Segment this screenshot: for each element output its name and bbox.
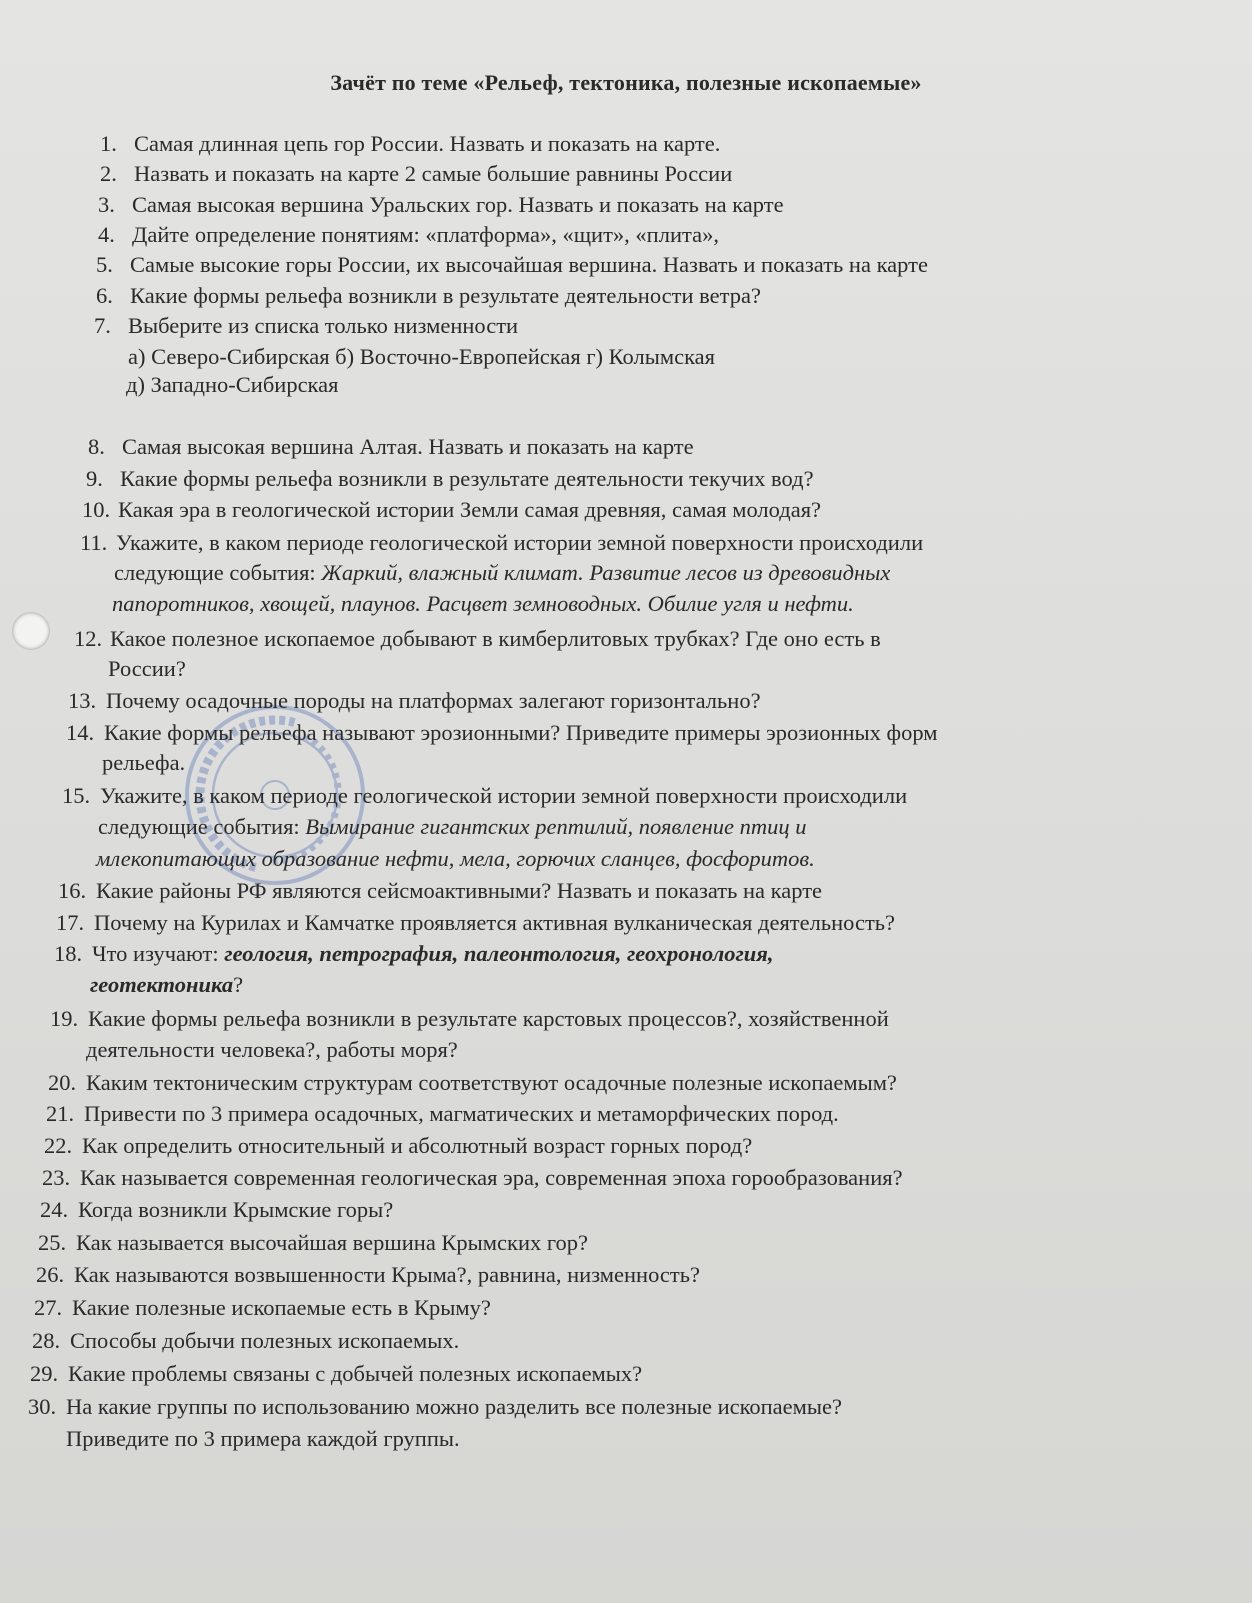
list-item: 27. Какие полезные ископаемые есть в Крыму? xyxy=(34,1295,491,1320)
list-item: 23. Как называется современная геологическая эра, современная эпоха горообразования? xyxy=(42,1165,903,1190)
list-item-continued: папоротников, хвощей, плаунов. Расцвет земноводных. Обилие угля и нефти. xyxy=(112,591,854,616)
list-item: 1. Самая длинная цепь гор России. Назвать и показать на карте. xyxy=(100,131,721,156)
list-item: 22. Как определить относительный и абсолютный возраст горных пород? xyxy=(44,1133,753,1158)
list-item: 26. Как называются возвышенности Крыма?, равнина, низменность? xyxy=(36,1262,700,1287)
list-item: 16. Какие районы РФ являются сейсмоактивными? Назвать и показать на карте xyxy=(58,878,823,903)
list-item-continued: следующие события: Вымирание гигантских рептилий, появление птиц и xyxy=(98,814,807,839)
list-item-continued: рельефа. xyxy=(102,750,186,775)
list-item-continued: геотектоника? xyxy=(90,972,244,997)
list-item: 10. Какая эра в геологической истории Земли самая древняя, самая молодая? xyxy=(82,497,822,522)
list-item: 7. Выберите из списка только низменности xyxy=(94,313,519,338)
list-item: 15. Укажите, в каком периоде геологической истории земной поверхности происходили xyxy=(62,783,908,808)
list-item-continued: России? xyxy=(108,656,186,681)
list-item: 30. На какие группы по использованию можно разделить все полезные ископаемые? xyxy=(28,1394,842,1419)
list-item: 5. Самые высокие горы России, их высочайшая вершина. Назвать и показать на карте xyxy=(96,252,928,277)
list-item: 25. Как называется высочайшая вершина Крымских гор? xyxy=(38,1230,589,1255)
list-item-continued: млекопитающих образование нефти, мела, горючих сланцев, фосфоритов. xyxy=(96,846,815,871)
list-item: 3. Самая высокая вершина Уральских гор. Назвать и показать на карте xyxy=(98,192,784,217)
list-item: 12. Какое полезное ископаемое добывают в кимберлитовых трубках? Где оно есть в xyxy=(74,626,881,651)
list-item-options: д) Западно-Сибирская xyxy=(126,372,339,397)
list-item: 18. Что изучают: геология, петрография, палеонтология, геохронология, xyxy=(54,941,774,966)
list-item: 17. Почему на Курилах и Камчатке проявляется активная вулканическая деятельность? xyxy=(56,910,896,935)
list-item-options: а) Северо-Сибирская б) Восточно-Европейская г) Колымская xyxy=(128,344,715,369)
list-item: 28. Способы добычи полезных ископаемых. xyxy=(32,1328,460,1353)
list-item: 6. Какие формы рельефа возникли в результате деятельности ветра? xyxy=(96,283,761,308)
list-item-continued: Приведите по 3 примера каждой группы. xyxy=(66,1426,460,1451)
list-item: 21. Привести по 3 примера осадочных, магматических и метаморфических пород. xyxy=(46,1101,839,1126)
list-item: 2. Назвать и показать на карте 2 самые большие равнины России xyxy=(100,161,733,186)
list-item: 14. Какие формы рельефа называют эрозионными? Приведите примеры эрозионных форм xyxy=(66,720,938,745)
list-item: 8. Самая высокая вершина Алтая. Назвать и показать на карте xyxy=(88,434,694,459)
list-item: 11. Укажите, в каком периоде геологической истории земной поверхности происходили xyxy=(80,530,924,555)
list-item-continued: следующие события: Жаркий, влажный климат. Развитие лесов из древовидных xyxy=(114,560,891,585)
list-item: 4. Дайте определение понятиям: «платформа», «щит», «плита», xyxy=(98,222,719,247)
page-title: Зачёт по теме «Рельеф, тектоника, полезные ископаемые» xyxy=(330,70,922,95)
list-item: 13. Почему осадочные породы на платформах залегают горизонтально? xyxy=(68,688,761,713)
list-item-continued: деятельности человека?, работы моря? xyxy=(86,1037,458,1062)
list-item: 29. Какие проблемы связаны с добычей полезных ископаемых? xyxy=(30,1361,643,1386)
list-item: 9. Какие формы рельефа возникли в результате деятельности текучих вод? xyxy=(86,466,814,491)
list-item: 19. Какие формы рельефа возникли в результате карстовых процессов?, хозяйственной xyxy=(50,1006,889,1031)
list-item: 20. Каким тектоническим структурам соответствуют осадочные полезные ископаемым? xyxy=(48,1070,897,1095)
list-item: 24. Когда возникли Крымские горы? xyxy=(40,1197,394,1222)
